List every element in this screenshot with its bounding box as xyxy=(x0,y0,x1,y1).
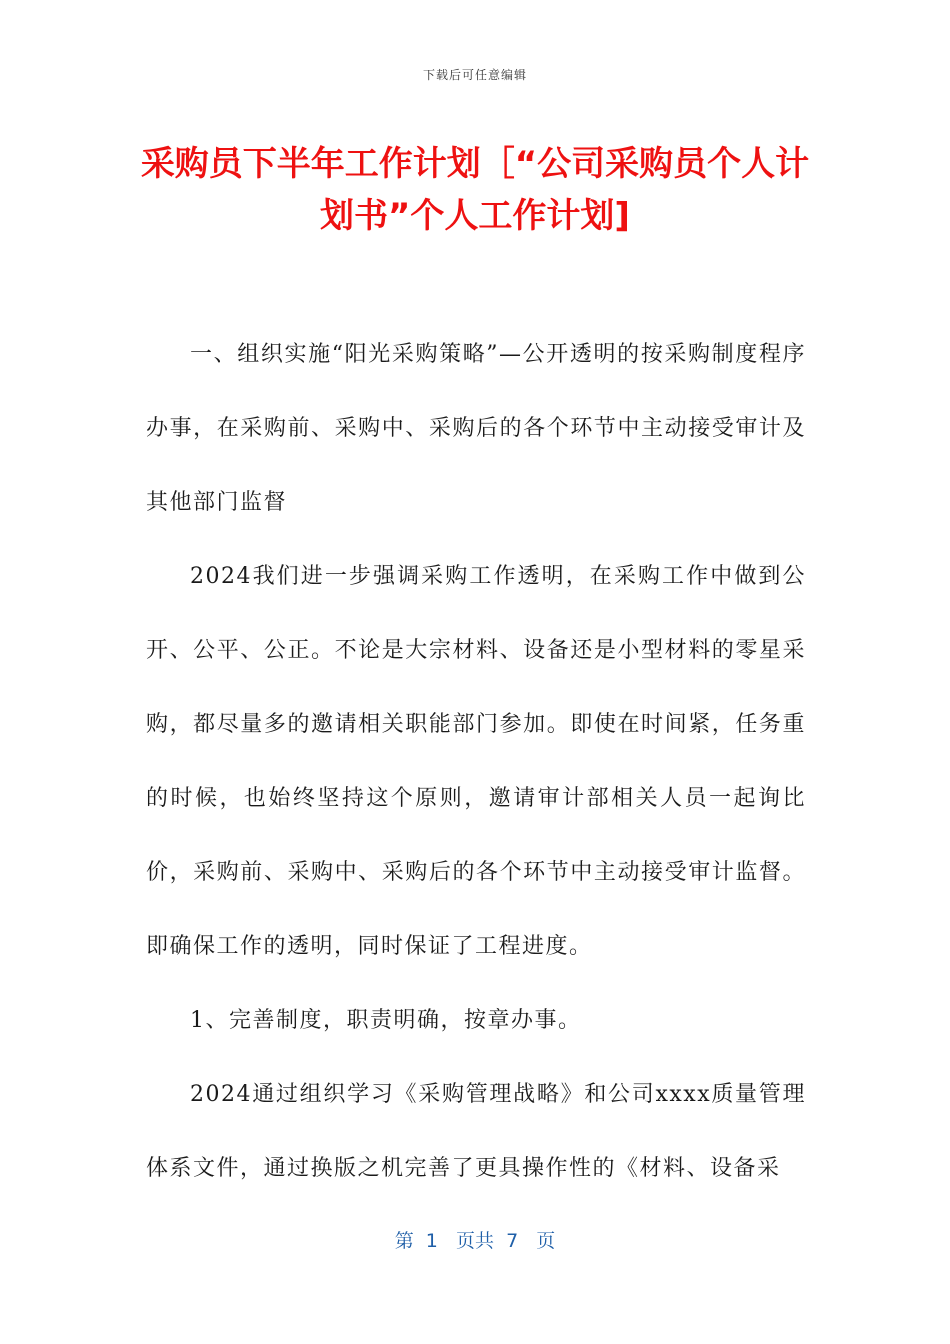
paragraph-2: 2024我们进一步强调采购工作透明，在采购工作中做到公开、公平、公正。不论是大宗材料、设备还是小型材料的零星采购，都尽量多的邀请相关职能部门参加。即使在时间紧，任务重的时候，也始终坚持这个原则，邀请审计部相关人员一起询比价，采购前、采购中、采购后的各个环节中主动接受审计监督。即确保工作的透明，同时保证了工程进度。 xyxy=(146,564,806,959)
document-body xyxy=(146,318,806,1206)
paragraph-4: 2024通过组织学习《采购管理战略》和公司xxxx质量管理体系文件，通过换版之机完善了更具操作性的《材料、设备采 xyxy=(146,1082,806,1181)
header-note: 下载后可任意编辑 xyxy=(422,68,527,82)
page-number-footer: 第 1 页共 7 页 xyxy=(394,1230,556,1252)
paragraph-1: 一、组织实施“阳光采购策略”—公开透明的按采购制度程序办事，在采购前、采购中、采购后的各个环节中主动接受审计及其他部门监督 xyxy=(146,342,806,515)
paragraph-3: 1、完善制度，职责明确，按章办事。 xyxy=(190,1008,582,1033)
document-title: 采购员下半年工作计划［“公司采购员个人计划书”个人工作计划] xyxy=(140,144,810,236)
